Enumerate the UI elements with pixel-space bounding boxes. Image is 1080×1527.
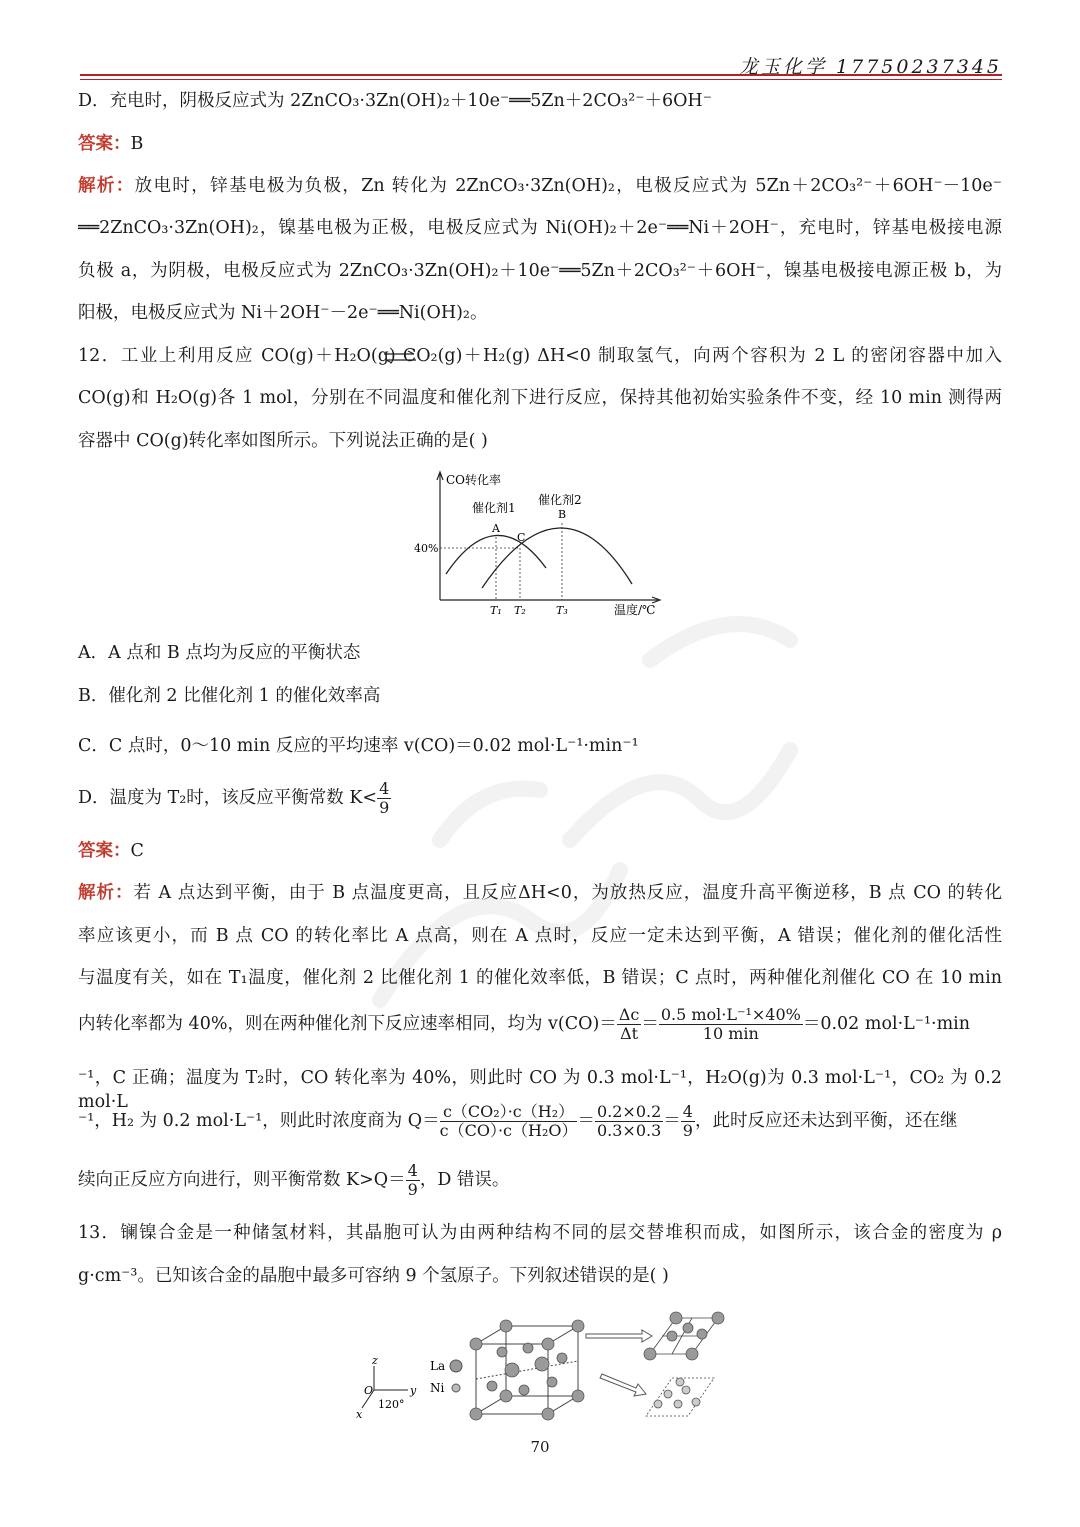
q11-option-d: D．充电时，阴极反应式为 2ZnCO₃·3Zn(OH)₂＋10e⁻══5Zn＋2CO₃²⁻＋6OH⁻ — [78, 91, 712, 111]
q12-stem-line-3: 容器中 CO(g)转化率如图所示。下列说法正确的是( ) — [78, 431, 488, 451]
legend-ni-label: Ni — [430, 1381, 445, 1395]
chart-series-catalyst2 — [482, 528, 632, 588]
q12-option-d-fraction — [377, 780, 391, 817]
final-fraction — [406, 1162, 420, 1199]
chart-ytick-40: 40% — [414, 542, 439, 555]
q12-analysis-label: 解析： — [78, 883, 134, 903]
q11-analysis-line-1 — [78, 174, 1002, 198]
q12-analysis-text-1: 若 A 点达到平衡，由于 B 点温度更高，且反应ΔH<0，为放热反应，温度升高平衡逆移，B 点 CO 的转化 — [133, 883, 1003, 903]
q12-analysis-rate-line: 内转化率都为 40%，则在两种催化剂下反应速率相同，均为 v(CO)＝ $\frac{\Delta c}{\Delta t}$ ＝ $\frac{\text{0.5 mol·L⁻¹×40\%}}{10 \min}$ ＝0.02 mol·L⁻¹·min — [78, 1005, 971, 1043]
legend-la-label: La — [430, 1359, 446, 1373]
final-prefix: 续向正反应方向进行，则平衡常数 K>Q＝ — [78, 1170, 406, 1190]
q12-analysis-line-b: ⁻¹，C 正确；温度为 T₂时，CO 转化率为 40%，则此时 CO 为 0.3 mol·L⁻¹，H₂O(g)为 0.3 mol·L⁻¹，CO₂ 为 0.2 mol·L — [78, 1068, 1002, 1112]
chart-xtick-t1: T₁ — [490, 604, 502, 617]
q11-analysis-text-1: 放电时，锌基电极为负极，Zn 转化为 2ZnCO₃·3Zn(OH)₂，电极反应式为 5Zn＋2CO₃²⁻＋6OH⁻－10e⁻ — [134, 176, 1003, 196]
legend-ni-atom — [452, 1384, 460, 1392]
fraction-denominator: 9 — [407, 1180, 418, 1199]
fraction-numerator: Δc — [618, 1005, 640, 1024]
unit-cell-atoms — [470, 1320, 584, 1420]
lani-crystal-figure — [352, 1304, 732, 1424]
header-rule-thick — [80, 74, 1002, 76]
q11-analysis-line-2: ══2ZnCO₃·3Zn(OH)₂，镍基电极为正极，电极反应式为 Ni(OH)₂＋2e⁻══Ni＋2OH⁻，充电时，锌基电极接电源 — [78, 218, 1002, 238]
chart-point-b: B — [558, 508, 567, 521]
q11-analysis-line-3: 负极 a，为阴极，电极反应式为 2ZnCO₃·3Zn(OH)₂＋10e⁻══5Zn＋2CO₃²⁻＋6OH⁻，镍基电极接电源正极 b，为 — [78, 261, 1002, 281]
rate-fraction-2 — [659, 1006, 803, 1043]
fraction-numerator: 4 — [379, 779, 390, 798]
q-fraction-2 — [595, 1103, 663, 1140]
fraction-denominator: c（CO）·c（H₂O） — [439, 1121, 578, 1140]
q13-stem-line-1: 13．镧镍合金是一种储氢材料，其晶胞可认为由两种结构不同的层交替堆积而成，如图所示，该合金的密度为 ρ — [78, 1223, 1002, 1243]
q12-analysis-final-line — [78, 1162, 1002, 1199]
layer-1 — [644, 1312, 724, 1360]
fraction-numerator: 4 — [682, 1102, 693, 1121]
chart-ylabel: CO转化率 — [446, 473, 502, 487]
q12-analysis-q-line: ⁻¹，H₂ 为 0.2 mol·L⁻¹，则此时浓度商为 Q＝ $\frac{\text{c（CO₂）·c（H₂）}}{\text{c（CO）·c（H₂O）}}$ ＝ $\frac{0.2\times 0.2}{0.3\times 0.3}$ ＝ $\frac{4}{9}$ ，此时反应还未达到平衡，还在继 — [78, 1102, 958, 1140]
q12-stem-line-1: 12．工业上利用反应 CO(g)＋H₂O(g) CO₂(g)＋H₂(g) ΔH<0 制取氢气，向两个容积为 2 L 的密闭容器中加入 — [78, 346, 1002, 366]
q12-option-d-text: D．温度为 T₂时，该反应平衡常数 K< — [78, 788, 378, 808]
q-fraction-1 — [440, 1103, 578, 1140]
q12-analysis-line-1 — [78, 881, 1002, 905]
q12-answer — [78, 839, 1002, 863]
layer-2 — [646, 1378, 714, 1416]
chart-legend-catalyst1: 催化剂1 — [472, 501, 516, 515]
q12-analysis-line-3: 与温度有关，如在 T₁温度，催化剂 2 比催化剂 1 的催化效率低，B 错误；C 点时，两种催化剂催化 CO 在 10 min — [78, 968, 1002, 988]
header-rule-thin — [80, 79, 1002, 80]
rate-suffix: ＝0.02 mol·L⁻¹·min — [802, 1014, 971, 1034]
q12-answer-label: 答案： — [78, 841, 131, 861]
q12-analysis-line-2: 率应该更小，而 B 点 CO 的转化率比 A 点高，则在 A 点时，反应一定未达到平衡，A 错误；催化剂的催化活性 — [78, 926, 1002, 946]
q-suffix: ，此时反应还未达到平衡，还在继 — [694, 1111, 958, 1131]
layer-arrows — [586, 1330, 652, 1396]
axis-x-label: x — [356, 1408, 363, 1421]
chart-xlabel: 温度/℃ — [614, 603, 656, 617]
q-prefix: ⁻¹，H₂ 为 0.2 mol·L⁻¹，则此时浓度商为 Q＝ — [78, 1111, 440, 1131]
fraction-numerator: c（CO₂）·c（H₂） — [440, 1103, 578, 1122]
q12-stem-line-2: CO(g)和 H₂O(g)各 1 mol，分别在不同温度和催化剂下进行反应，保持其他初始实验条件不变，经 10 min 测得两 — [78, 388, 1002, 408]
rate-fraction-1 — [617, 1006, 642, 1043]
fraction-denominator: 0.3×0.3 — [596, 1121, 662, 1140]
fraction-denominator: 9 — [682, 1121, 693, 1140]
final-suffix: ，D 错误。 — [419, 1170, 510, 1190]
chart-xtick-t2: T₂ — [514, 604, 526, 617]
q11-answer — [78, 132, 1002, 156]
q-fraction-3 — [681, 1103, 695, 1140]
fraction-denominator: 10 min — [702, 1024, 759, 1043]
unit-cell-frame — [476, 1326, 578, 1414]
q11-analysis-line-4: 阳极，电极反应式为 Ni＋2OH⁻－2e⁻══Ni(OH)₂。 — [78, 303, 488, 323]
fraction-denominator: 9 — [379, 798, 390, 817]
axis-z-label: z — [372, 1354, 378, 1367]
q12-option-d — [78, 780, 1002, 817]
rate-prefix: 内转化率都为 40%，则在两种催化剂下反应速率相同，均为 v(CO)＝ — [78, 1014, 617, 1034]
fraction-denominator: Δt — [620, 1024, 639, 1043]
header-title: 龙玉化学 17750237345 — [738, 56, 1002, 78]
axis-angle-label: 120° — [378, 1398, 405, 1411]
q13-stem-line-2: g·cm⁻³。已知该合金的晶胞中最多可容纳 9 个氢原子。下列叙述错误的是( ) — [78, 1266, 669, 1286]
co-conversion-chart — [408, 466, 670, 622]
q11-answer-label: 答案： — [78, 134, 131, 154]
fraction-numerator: 4 — [407, 1161, 418, 1180]
chart-legend-catalyst2: 催化剂2 — [538, 493, 582, 507]
axis-origin-label: O — [364, 1384, 374, 1397]
reversible-arrow-icon — [382, 350, 418, 364]
q12-option-c: C．C 点时，0～10 min 反应的平均速率 v(CO)＝0.02 mol·L⁻¹·min⁻¹ — [78, 736, 639, 756]
chart-point-a: A — [492, 522, 500, 535]
q12-answer-value: C — [130, 841, 144, 861]
chart-point-c: C — [517, 531, 526, 544]
axis-y-label: y — [410, 1384, 417, 1397]
fraction-numerator: 0.5 mol·L⁻¹×40% — [660, 1005, 801, 1024]
page-number: 70 — [530, 1438, 550, 1456]
q12-option-b: B．催化剂 2 比催化剂 1 的催化效率高 — [78, 686, 381, 706]
q12-option-a: A．A 点和 B 点均为反应的平衡状态 — [78, 643, 361, 663]
q11-analysis-label: 解析： — [78, 176, 135, 196]
chart-xtick-t3: T₃ — [556, 604, 568, 617]
q11-answer-value: B — [130, 134, 144, 154]
legend-la-atom — [450, 1360, 462, 1372]
fraction-numerator: 0.2×0.2 — [596, 1102, 662, 1121]
